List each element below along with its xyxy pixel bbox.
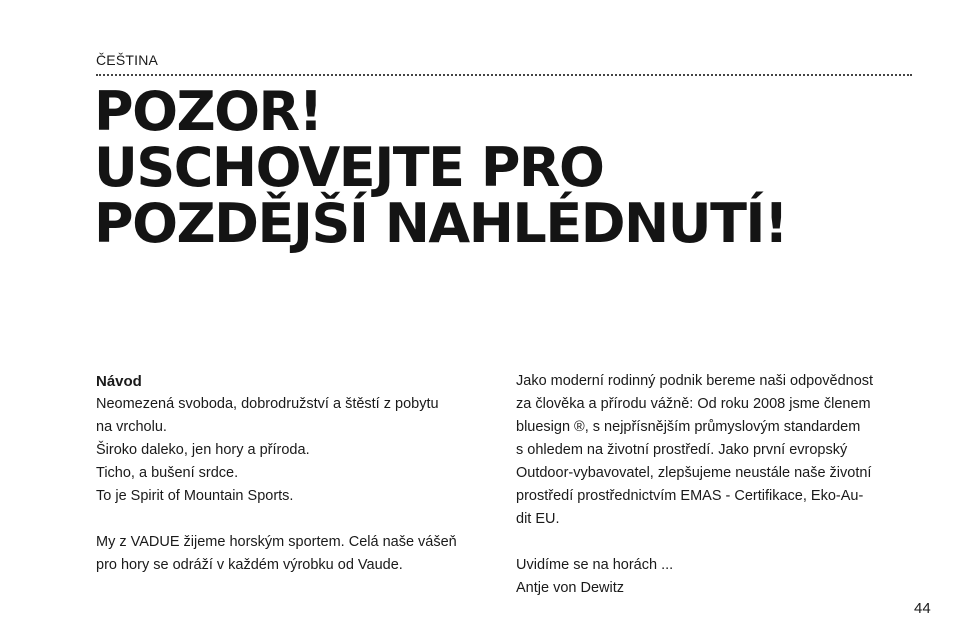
- left-column: [96, 370, 486, 577]
- text-line: s ohledem na životní prostředí. Jako první evropský: [516, 442, 848, 458]
- text-line: bluesign ®, s nejpřísnějším průmyslovým standardem: [516, 419, 861, 435]
- text-line: To je Spirit of Mountain Sports.: [96, 488, 294, 504]
- right-column: [516, 370, 916, 600]
- text-line: pro hory se odráží v každém výrobku od Vaude.: [96, 557, 403, 573]
- dotted-divider: [96, 74, 912, 76]
- headline-line-2: USCHOVEJTE PRO: [94, 136, 604, 199]
- text-line: Široko daleko, jen hory a příroda.: [96, 442, 310, 458]
- text-line: Jako moderní rodinný podnik bereme naši odpovědnost: [516, 373, 874, 389]
- text-line: Uvidíme se na horách ...: [516, 557, 674, 573]
- section-heading: Návod: [96, 373, 142, 390]
- language-label: ČEŠTINA: [96, 52, 159, 68]
- text-line: My z VADUE žijeme horským sportem. Celá naše vášeň: [96, 534, 457, 550]
- signature-line: Antje von Dewitz: [516, 580, 624, 596]
- headline: [94, 80, 914, 255]
- text-line: za člověka a přírodu vážně: Od roku 2008 jsme členem: [516, 396, 871, 412]
- text-line: prostředí prostřednictvím EMAS - Certifikace, Eko-Au-: [516, 488, 864, 504]
- text-line: Ticho, a bušení srdce.: [96, 465, 239, 481]
- paragraph-gap: [516, 531, 916, 554]
- headline-line-3: POZDĚJŠÍ NAHLÉDNUTÍ!: [94, 192, 788, 255]
- text-line: na vrcholu.: [96, 419, 167, 435]
- paragraph-gap: [96, 508, 486, 531]
- page-number: 44: [914, 600, 931, 617]
- text-line: Outdoor-vybavovatel, zlepšujeme neustále naše životní: [516, 465, 872, 481]
- text-line: dit EU.: [516, 511, 560, 527]
- headline-line-1: POZOR!: [94, 80, 322, 143]
- text-line: Neomezená svoboda, dobrodružství a štěstí z pobytu: [96, 396, 439, 412]
